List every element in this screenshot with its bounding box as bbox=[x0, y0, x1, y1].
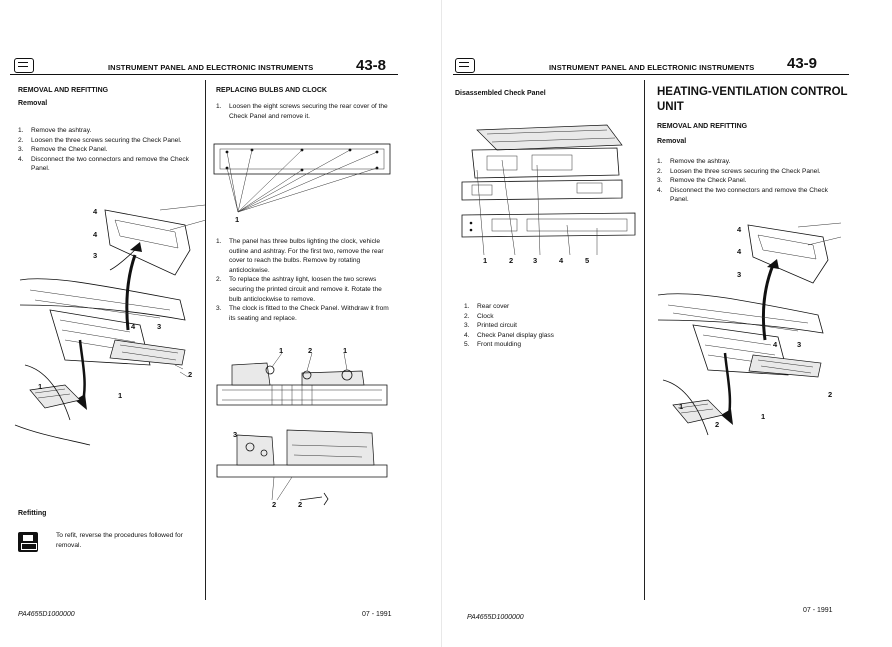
list-item: 2. Clock bbox=[464, 312, 494, 320]
figure-callout: 1 bbox=[679, 402, 684, 411]
list-item: 1. The panel has three bulbs lighting the clock, vehicle outline and ashtray. For the first two, remove the rear cover to reach the bulbs. Remove by rotating anticlockwise. bbox=[216, 238, 384, 274]
removal-steps bbox=[18, 126, 198, 174]
list-item: 1. Rear cover bbox=[464, 303, 510, 310]
figure-callout: 2 bbox=[509, 256, 514, 265]
figure-callout: 1 bbox=[483, 256, 488, 265]
footer-date: 07 - 1991 bbox=[362, 611, 392, 618]
figure-callout: 2 bbox=[82, 399, 87, 408]
list-item: 4. Check Panel display glass bbox=[464, 331, 554, 339]
figure-callout: 2 bbox=[188, 370, 193, 379]
figure-callout: 3 bbox=[797, 340, 802, 349]
section-heading: REMOVAL AND REFITTING bbox=[657, 123, 748, 130]
section-heading: REMOVAL AND REFITTING bbox=[18, 87, 109, 94]
list-item: 2. To replace the ashtray light, loosen the two screws securing the printed circuit and remove it. Rotate the bulb anticlockwise to remove. bbox=[216, 276, 382, 303]
figure-callout: 3 bbox=[533, 256, 538, 265]
figure-callout: 4 bbox=[93, 207, 98, 216]
figure-callout: 4 bbox=[93, 230, 98, 239]
figure-callout: 4 bbox=[773, 340, 778, 349]
figure-callout: 4 bbox=[559, 256, 564, 265]
figure-callout: 3 bbox=[233, 430, 238, 439]
cover-step bbox=[216, 102, 394, 121]
bulb-clock-steps bbox=[216, 237, 394, 323]
disassembled-panel-figure bbox=[457, 120, 637, 250]
header-title: INSTRUMENT PANEL AND ELECTRONIC INSTRUMENTS bbox=[108, 63, 314, 72]
left-page bbox=[0, 0, 445, 647]
list-item: 2. Loosen the three screws securing the Check Panel. bbox=[657, 167, 821, 175]
figure-callout: 4 bbox=[737, 225, 742, 234]
car-logo-icon bbox=[455, 58, 475, 73]
figure-callout: 5 bbox=[585, 256, 590, 265]
figure-heading: Disassembled Check Panel bbox=[455, 90, 546, 97]
figure-callout: 2 bbox=[298, 500, 303, 509]
refit-icon bbox=[18, 532, 38, 552]
list-item: 3. Remove the Check Panel. bbox=[657, 177, 747, 185]
printed-circuit-figure bbox=[212, 345, 392, 415]
list-item: 4. Disconnect the two connectors and remove the Check Panel. bbox=[18, 155, 189, 173]
list-item: 4. Disconnect the two connectors and remove the Check Panel. bbox=[657, 186, 828, 204]
section-title: HEATING-VENTILATION CONTROL UNIT bbox=[657, 86, 848, 113]
removal-steps bbox=[657, 157, 842, 205]
right-page bbox=[445, 0, 892, 647]
list-item: 2. Loosen the three screws securing the Check Panel. bbox=[18, 136, 182, 144]
rear-cover-figure bbox=[212, 140, 392, 220]
dashboard-removal-figure bbox=[653, 215, 843, 455]
header-title: INSTRUMENT PANEL AND ELECTRONIC INSTRUMENTS bbox=[549, 63, 755, 72]
figure-callout: 1 bbox=[279, 346, 284, 355]
list-item: 3. Remove the Check Panel. bbox=[18, 146, 108, 154]
column-divider bbox=[644, 80, 645, 600]
list-item: 3. Printed circuit bbox=[464, 322, 517, 330]
list-item: 1. Remove the ashtray. bbox=[657, 158, 731, 165]
panel-legend bbox=[464, 302, 639, 350]
subheading-removal: Removal bbox=[657, 138, 687, 145]
figure-callout: 3 bbox=[157, 322, 162, 331]
clock-bulb-figure bbox=[212, 425, 392, 510]
figure-callout: 1 bbox=[118, 391, 123, 400]
list-item: 1. Remove the ashtray. bbox=[18, 127, 92, 134]
figure-callout: 2 bbox=[308, 346, 313, 355]
section-heading: REPLACING BULBS AND CLOCK bbox=[216, 87, 327, 94]
figure-callout: 2 bbox=[715, 420, 720, 429]
header-rule bbox=[453, 74, 849, 75]
footer-code: PA4655D1000000 bbox=[18, 611, 75, 618]
refitting-text: To refit, reverse the procedures followed for removal. bbox=[56, 532, 183, 549]
figure-callout: 2 bbox=[828, 390, 833, 399]
list-item: 3. The clock is fitted to the Check Panel. Withdraw it from its seating and replace. bbox=[216, 305, 389, 322]
footer-code: PA4655D1000000 bbox=[467, 614, 524, 621]
figure-callout: 4 bbox=[737, 247, 742, 256]
list-item: 5. Front moulding bbox=[464, 341, 521, 349]
figure-callout: 1 bbox=[235, 215, 240, 224]
footer-date: 07 - 1991 bbox=[803, 607, 833, 614]
car-logo-icon bbox=[14, 58, 34, 73]
figure-callout: 1 bbox=[761, 412, 766, 421]
subheading-removal: Removal bbox=[18, 100, 48, 107]
figure-callout: 2 bbox=[272, 500, 277, 509]
figure-callout: 1 bbox=[38, 382, 43, 391]
page-number: 43-9 bbox=[787, 55, 818, 72]
dashboard-removal-figure bbox=[10, 190, 210, 450]
header-rule bbox=[10, 74, 398, 75]
figure-callout: 3 bbox=[93, 251, 98, 260]
figure-callout: 4 bbox=[131, 322, 136, 331]
subheading-refitting: Refitting bbox=[18, 510, 47, 517]
page-number: 43-8 bbox=[356, 57, 387, 74]
figure-callout: 3 bbox=[737, 270, 742, 279]
list-item: 1. Loosen the eight screws securing the rear cover of the Check Panel and remove it. bbox=[216, 103, 388, 120]
figure-callout: 1 bbox=[343, 346, 348, 355]
